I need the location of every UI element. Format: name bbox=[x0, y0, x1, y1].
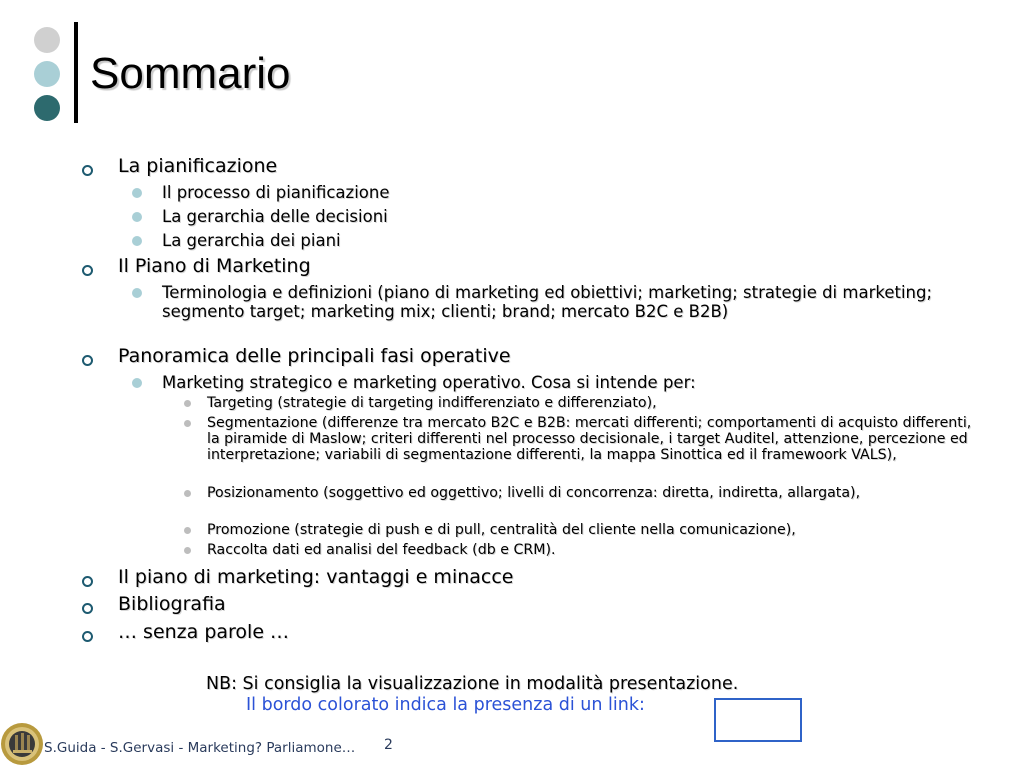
bullet-level3-icon bbox=[184, 527, 191, 534]
outline-item-3-1-3: Posizionamento (soggettivo ed oggettivo; livelli di concorrenza: diretta, indiretta, allargata), bbox=[207, 485, 861, 501]
outline-item-3: Panoramica delle principali fasi operative bbox=[118, 345, 511, 367]
outline-item-3-1-1: Targeting (strategie di targeting indifferenziato e differenziato), bbox=[207, 395, 657, 411]
bullet-level1-icon bbox=[82, 603, 93, 614]
bullet-level2-icon bbox=[132, 378, 142, 388]
outline-item-1-2: La gerarchia delle decisioni bbox=[162, 207, 388, 226]
outline-item-5: Bibliografia bbox=[118, 593, 226, 615]
bullet-level2-icon bbox=[132, 236, 142, 246]
decorative-circle-mid bbox=[34, 61, 60, 87]
bullet-level1-icon bbox=[82, 165, 93, 176]
outline-item-2-1: Terminologia e definizioni (piano di marketing ed obiettivi; marketing; strategie di marketing; segmento target; marketing mix; clienti; brand; mercato B2C e B2B) bbox=[162, 283, 933, 321]
slide-number: 2 bbox=[384, 737, 393, 753]
university-seal-icon bbox=[0, 722, 44, 766]
outline-item-1-1: Il processo di pianificazione bbox=[162, 183, 390, 202]
outline-item-1: La pianificazione bbox=[118, 155, 278, 177]
bullet-level1-icon bbox=[82, 631, 93, 642]
outline-item-2: Il Piano di Marketing bbox=[118, 255, 311, 277]
bullet-level1-icon bbox=[82, 265, 93, 276]
bullet-level2-icon bbox=[132, 188, 142, 198]
bullet-level3-icon bbox=[184, 400, 191, 407]
bullet-level3-icon bbox=[184, 420, 191, 427]
bullet-level3-icon bbox=[184, 547, 191, 554]
bullet-level1-icon bbox=[82, 576, 93, 587]
bullet-level1-icon bbox=[82, 355, 93, 366]
bullet-level3-icon bbox=[184, 490, 191, 497]
outline-item-6: … senza parole … bbox=[118, 621, 290, 643]
bullet-level2-icon bbox=[132, 212, 142, 222]
outline-item-3-1-4: Promozione (strategie di push e di pull, centralità del cliente nella comunicazione), bbox=[207, 522, 796, 538]
outline-item-3-1: Marketing strategico e marketing operativo. Cosa si intende per: bbox=[162, 373, 696, 392]
title-divider bbox=[74, 22, 78, 123]
link-border-note: Il bordo colorato indica la presenza di un link: bbox=[246, 695, 645, 715]
bullet-level2-icon bbox=[132, 288, 142, 298]
footer-credits: S.Guida - S.Gervasi - Marketing? Parliamone… bbox=[44, 740, 356, 756]
slide-title: Sommario bbox=[90, 49, 291, 98]
outline-item-3-1-5: Raccolta dati ed analisi del feedback (db e CRM). bbox=[207, 542, 556, 558]
outline-item-1-3: La gerarchia dei piani bbox=[162, 231, 341, 250]
decorative-circle-dark bbox=[34, 95, 60, 121]
presentation-mode-note: NB: Si consiglia la visualizzazione in modalità presentazione. bbox=[206, 674, 739, 694]
outline-item-3-1-2: Segmentazione (differenze tra mercato B2C e B2B: mercati differenti; comportamenti di acquisto differenti, la piramide di Maslow; criteri differenti nel processo decisionale, i target Auditel, attenzione, percezione ed interpretazione; variabili di segmentazione differenti, la mappa Sinottica ed il framewoork VALS), bbox=[207, 415, 972, 463]
link-border-sample[interactable] bbox=[714, 698, 802, 742]
outline-item-4: Il piano di marketing: vantaggi e minacce bbox=[118, 566, 514, 588]
decorative-circle-light bbox=[34, 27, 60, 53]
